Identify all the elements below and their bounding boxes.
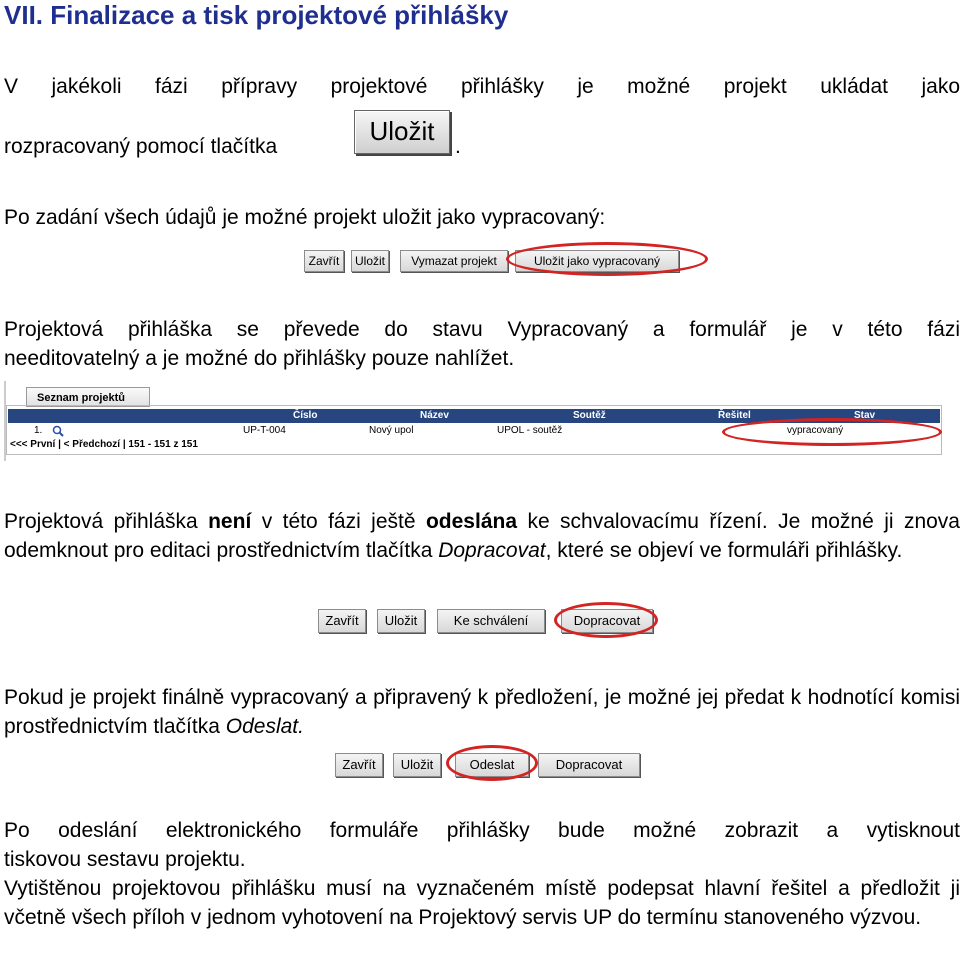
- cell-stav: vypracovaný: [787, 425, 844, 436]
- paragraph-sign: Vytištěnou projektovou přihlášku musí na vyznačeném místě podepsat hlavní řešitel a předložit ji včetně všech příloh v jednom vyhotovení na Projektový servis UP do termínu stanoveného výzvou.: [4, 877, 960, 929]
- zavrit-button[interactable]: Zavřít: [304, 250, 344, 272]
- column-header-resitel[interactable]: Řešitel: [718, 410, 751, 421]
- dopracovat-button[interactable]: Dopracovat: [561, 609, 653, 633]
- ke-schvaleni-button[interactable]: Ke schválení: [437, 609, 545, 633]
- ulozit-button-small[interactable]: Uložit: [393, 753, 441, 777]
- paragraph-state-line1: Projektová přihláška se převede do stavu Vypracovaný a formulář je v této fázi: [4, 318, 960, 341]
- column-header-stav[interactable]: Stav: [854, 410, 876, 421]
- paragraph-print-line2: tiskovou sestavu projektu.: [4, 848, 246, 871]
- ulozit-button-small[interactable]: Uložit: [351, 250, 389, 272]
- pagination[interactable]: <<< První | < Předchozí | 151 - 151 z 151: [10, 439, 198, 450]
- vymazat-projekt-button[interactable]: Vymazat projekt: [400, 250, 508, 272]
- cell-cislo: UP-T-004: [243, 425, 286, 436]
- paragraph-save-intro-period: .: [455, 135, 461, 158]
- paragraph-save-intro-line2: rozpracovaný pomocí tlačítka: [4, 135, 278, 158]
- paragraph-print-line1: Po odeslání elektronického formuláře přihlášky bude možné zobrazit a vytisknout: [4, 819, 960, 842]
- tab-seznam-projektu[interactable]: Seznam projektů: [26, 387, 150, 407]
- cell-soutez: UPOL - soutěž: [497, 425, 563, 436]
- page-title: VII. Finalizace a tisk projektové přihlášky: [4, 0, 509, 30]
- paragraph-save-intro-line1: V jakékoli fázi přípravy projektové přihlášky je možné projekt ukládat jako: [4, 75, 960, 98]
- odeslat-button[interactable]: Odeslat: [455, 753, 529, 777]
- row-index: 1.: [34, 425, 43, 436]
- zavrit-button[interactable]: Zavřít: [318, 609, 366, 633]
- highlight-oval: [506, 242, 708, 276]
- column-header-cislo[interactable]: Číslo: [293, 410, 318, 421]
- dopracovat-button[interactable]: Dopracovat: [538, 753, 640, 777]
- ulozit-button-small[interactable]: Uložit: [377, 609, 425, 633]
- paragraph-save-complete: Po zadání všech údajů je možné projekt uložit jako vypracovaný:: [4, 206, 606, 229]
- zavrit-button[interactable]: Zavřít: [335, 753, 383, 777]
- highlight-oval: [722, 418, 942, 446]
- ulozit-button[interactable]: Uložit: [354, 110, 450, 154]
- cell-nazev: Nový upol: [369, 425, 414, 436]
- paragraph-state-line2: needitovatelný a je možné do přihlášky pouze nahlížet.: [4, 347, 515, 370]
- highlight-oval: [554, 602, 658, 638]
- ulozit-jako-vypracovany-button[interactable]: Uložit jako vypracovaný: [515, 250, 679, 272]
- paragraph-submit: Pokud je projekt finálně vypracovaný a připravený k předložení, je možné jej předat k hodnotící komisi prostřednictvím tlačítka Odeslat.: [4, 686, 960, 738]
- column-header-soutez[interactable]: Soutěž: [573, 410, 606, 421]
- paragraph-not-sent: Projektová přihláška není v této fázi ještě odeslána ke schvalovacímu řízení. Je možné ji znova odemknout pro editaci prostřednictvím tlačítka Dopracovat, které se objeví ve formuláři přihlášky.: [4, 510, 960, 562]
- magnifier-icon[interactable]: [52, 424, 64, 436]
- column-header-nazev[interactable]: Název: [420, 410, 449, 421]
- highlight-oval: [446, 745, 538, 781]
